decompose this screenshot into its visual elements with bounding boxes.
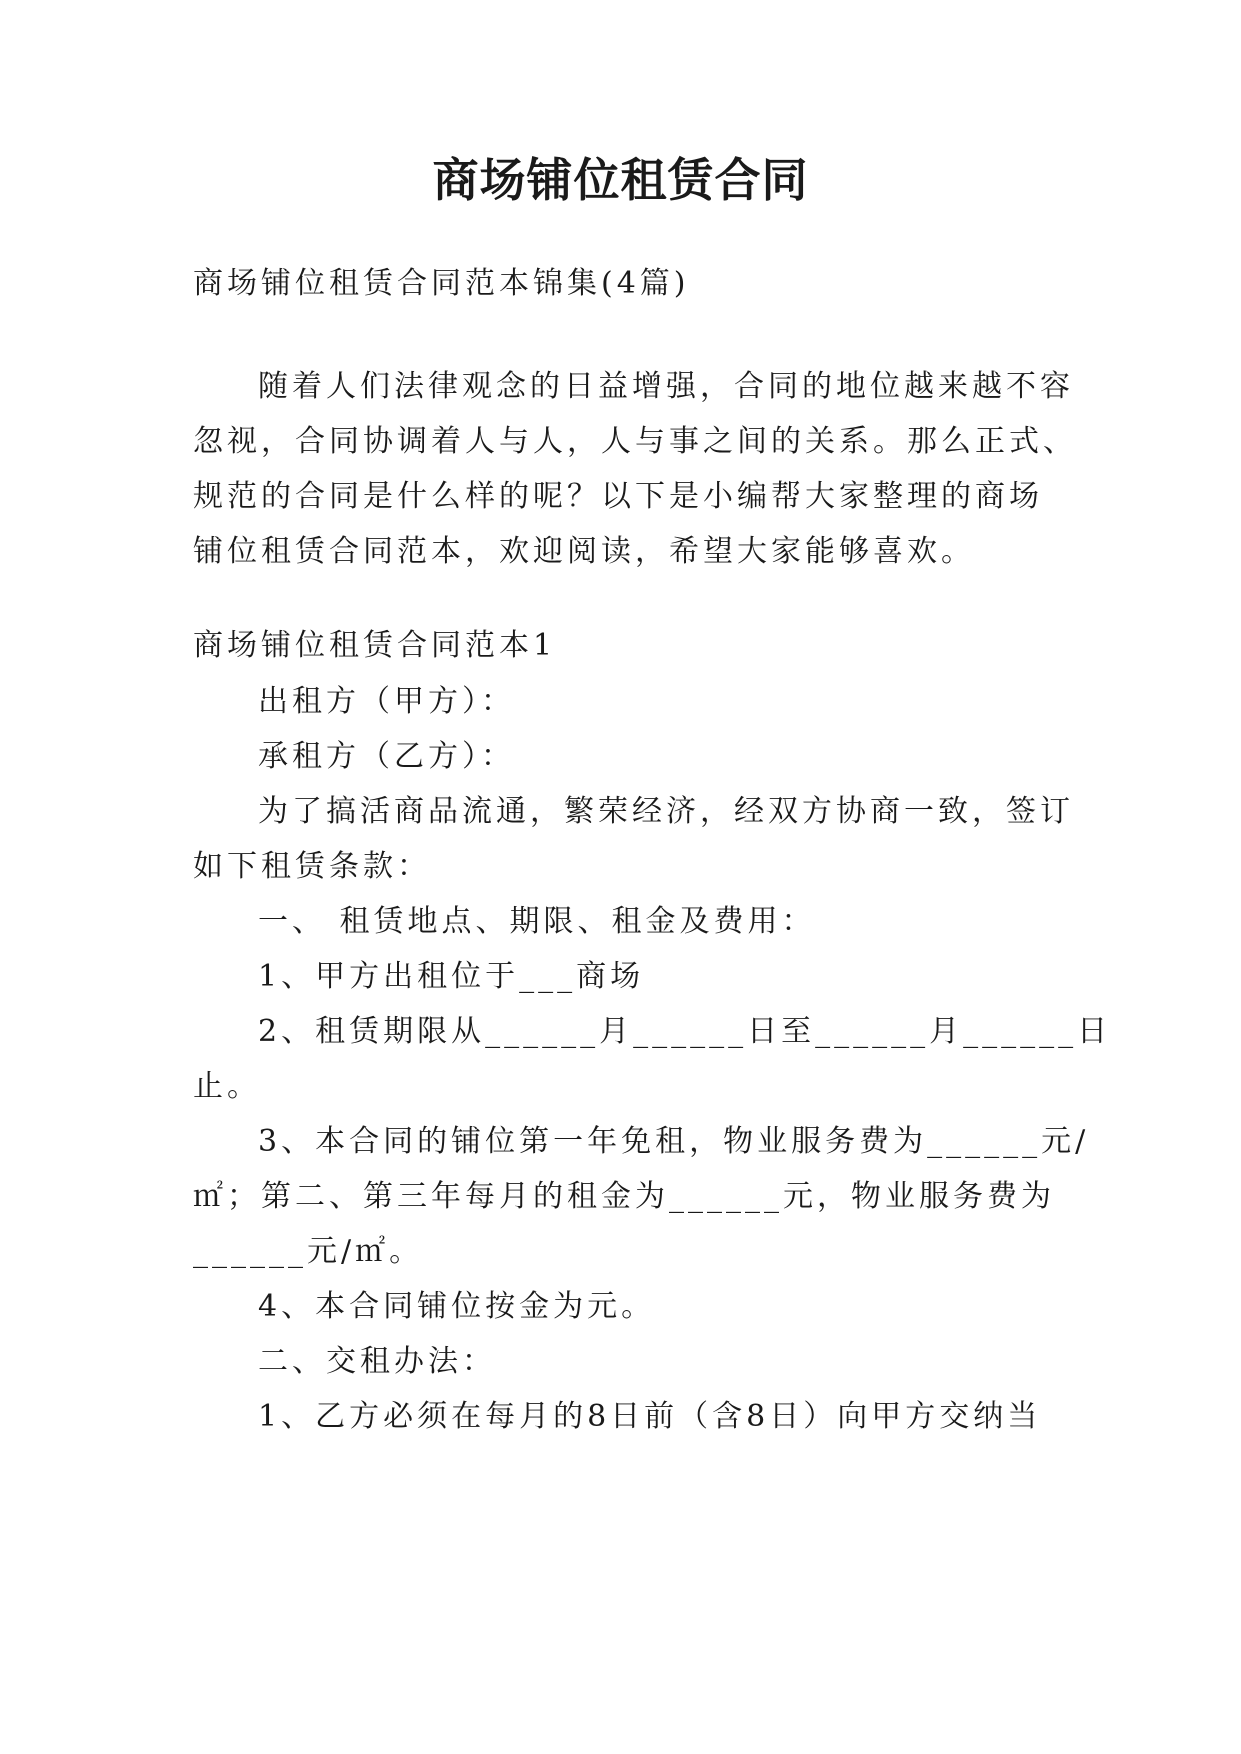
- body-line-2: 承租方（乙方）：: [258, 739, 515, 774]
- body-line-5: 一、 租赁地点、期限、租金及费用：: [258, 904, 816, 939]
- intro-line-2: 忽视，合同协调着人与人，人与事之间的关系。那么正式、: [193, 424, 1077, 459]
- body-line-11: ______元/㎡。: [193, 1234, 424, 1269]
- body-line-7: 2、租赁期限从______月______日至______月______日: [258, 1014, 1112, 1049]
- body-line-14: 1、乙方必须在每月的8日前（含8日）向甲方交纳当: [258, 1399, 1042, 1434]
- intro-line-3: 规范的合同是什么样的呢？以下是小编帮大家整理的商场: [193, 479, 1043, 514]
- section-heading: 商场铺位租赁合同范本1: [193, 628, 557, 663]
- intro-line-4: 铺位租赁合同范本，欢迎阅读，希望大家能够喜欢。: [193, 534, 975, 569]
- body-line-13: 二、交租办法：: [258, 1344, 496, 1379]
- document-title: 商场铺位租赁合同: [432, 153, 809, 207]
- body-line-10: ㎡；第二、第三年每月的租金为______元，物业服务费为: [193, 1179, 1055, 1214]
- body-line-3: 为了搞活商品流通，繁荣经济，经双方协商一致，签订: [258, 794, 1074, 829]
- body-line-4: 如下租赁条款：: [193, 849, 431, 884]
- body-line-12: 4、本合同铺位按金为元。: [258, 1289, 656, 1324]
- document-subtitle: 商场铺位租赁合同范本锦集(4篇): [193, 266, 690, 301]
- intro-line-1: 随着人们法律观念的日益增强，合同的地位越来越不容: [258, 369, 1074, 404]
- body-line-1: 出租方（甲方）：: [258, 684, 515, 719]
- body-line-8: 止。: [193, 1069, 261, 1104]
- body-line-6: 1、甲方出租位于___商场: [258, 959, 645, 994]
- body-line-9: 3、本合同的铺位第一年免租，物业服务费为______元/: [258, 1124, 1090, 1159]
